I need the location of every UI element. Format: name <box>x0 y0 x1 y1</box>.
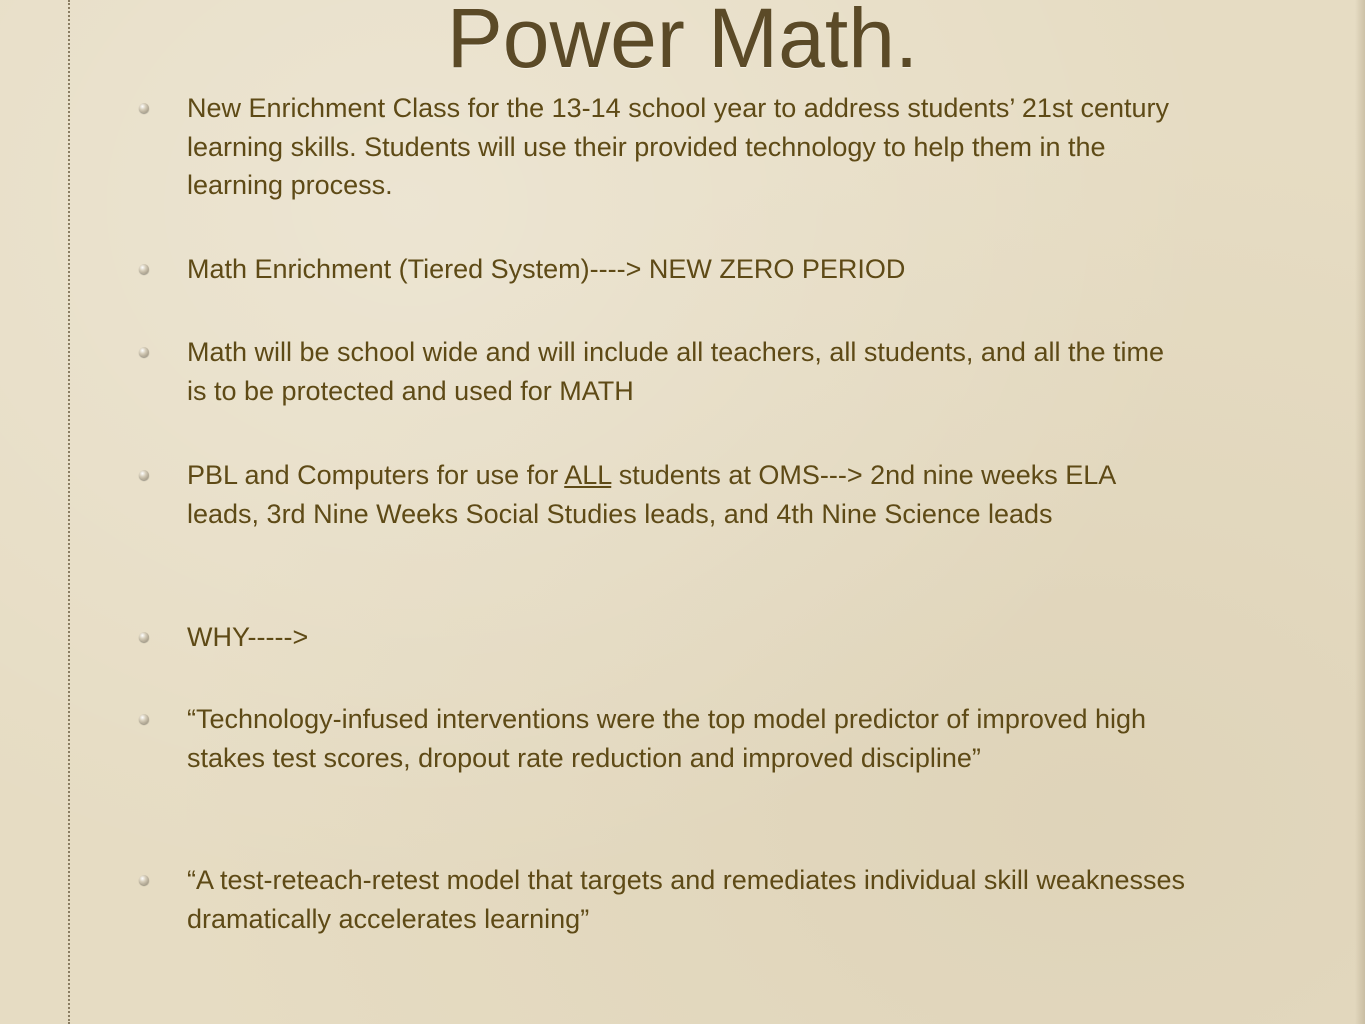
bullet-text: WHY-----> <box>187 622 309 652</box>
bullet-item-test-reteach-quote <box>187 861 1187 938</box>
bullet-text-part: PBL and Computers for use for <box>187 460 565 490</box>
bullet-dot-icon <box>139 103 149 113</box>
bullet-text: “A test-reteach-retest model that targets and remediates individual skill weaknesses dramatically accelerates learning” <box>187 865 1185 934</box>
bullet-item-math-enrichment <box>187 250 1187 289</box>
binding-stitch-line <box>68 0 70 1024</box>
bullet-item-technology-quote <box>187 700 1187 777</box>
bullet-dot-icon <box>139 264 149 274</box>
bullet-text-underlined: ALL <box>564 460 612 490</box>
bullet-text: Math Enrichment (Tiered System)----> NEW ZERO PERIOD <box>187 254 906 284</box>
bullet-dot-icon <box>139 875 149 885</box>
bullet-text <box>187 456 1187 533</box>
bullet-dot-icon <box>139 470 149 480</box>
bullet-item-pbl-computers <box>187 456 1187 533</box>
bullet-text: Math will be school wide and will include all teachers, all students, and all the time is to be protected and used for MATH <box>187 337 1165 406</box>
bullet-item-school-wide <box>187 333 1187 410</box>
bullet-dot-icon <box>139 632 149 642</box>
bullet-text-part: students at OMS---> 2nd nine weeks ELA leads, 3rd Nine Weeks Social Studies leads, and 4th Nine Science leads <box>187 460 1115 529</box>
bullet-text: “Technology-infused interventions were the top model predictor of improved high stakes test scores, dropout rate reduction and improved discipline” <box>187 704 1147 773</box>
bullet-dot-icon <box>139 347 149 357</box>
slide-title: Power Math. <box>446 0 919 85</box>
bullet-text: New Enrichment Class for the 13-14 school year to address students’ 21st century learning skills. Students will use their provided technology to help them in the learning process. <box>187 93 1169 200</box>
page-edge-shadow <box>1355 0 1365 1024</box>
bullet-dot-icon <box>139 714 149 724</box>
bullet-item-why <box>187 618 1187 657</box>
bullet-item-new-enrichment-class <box>187 89 1187 205</box>
